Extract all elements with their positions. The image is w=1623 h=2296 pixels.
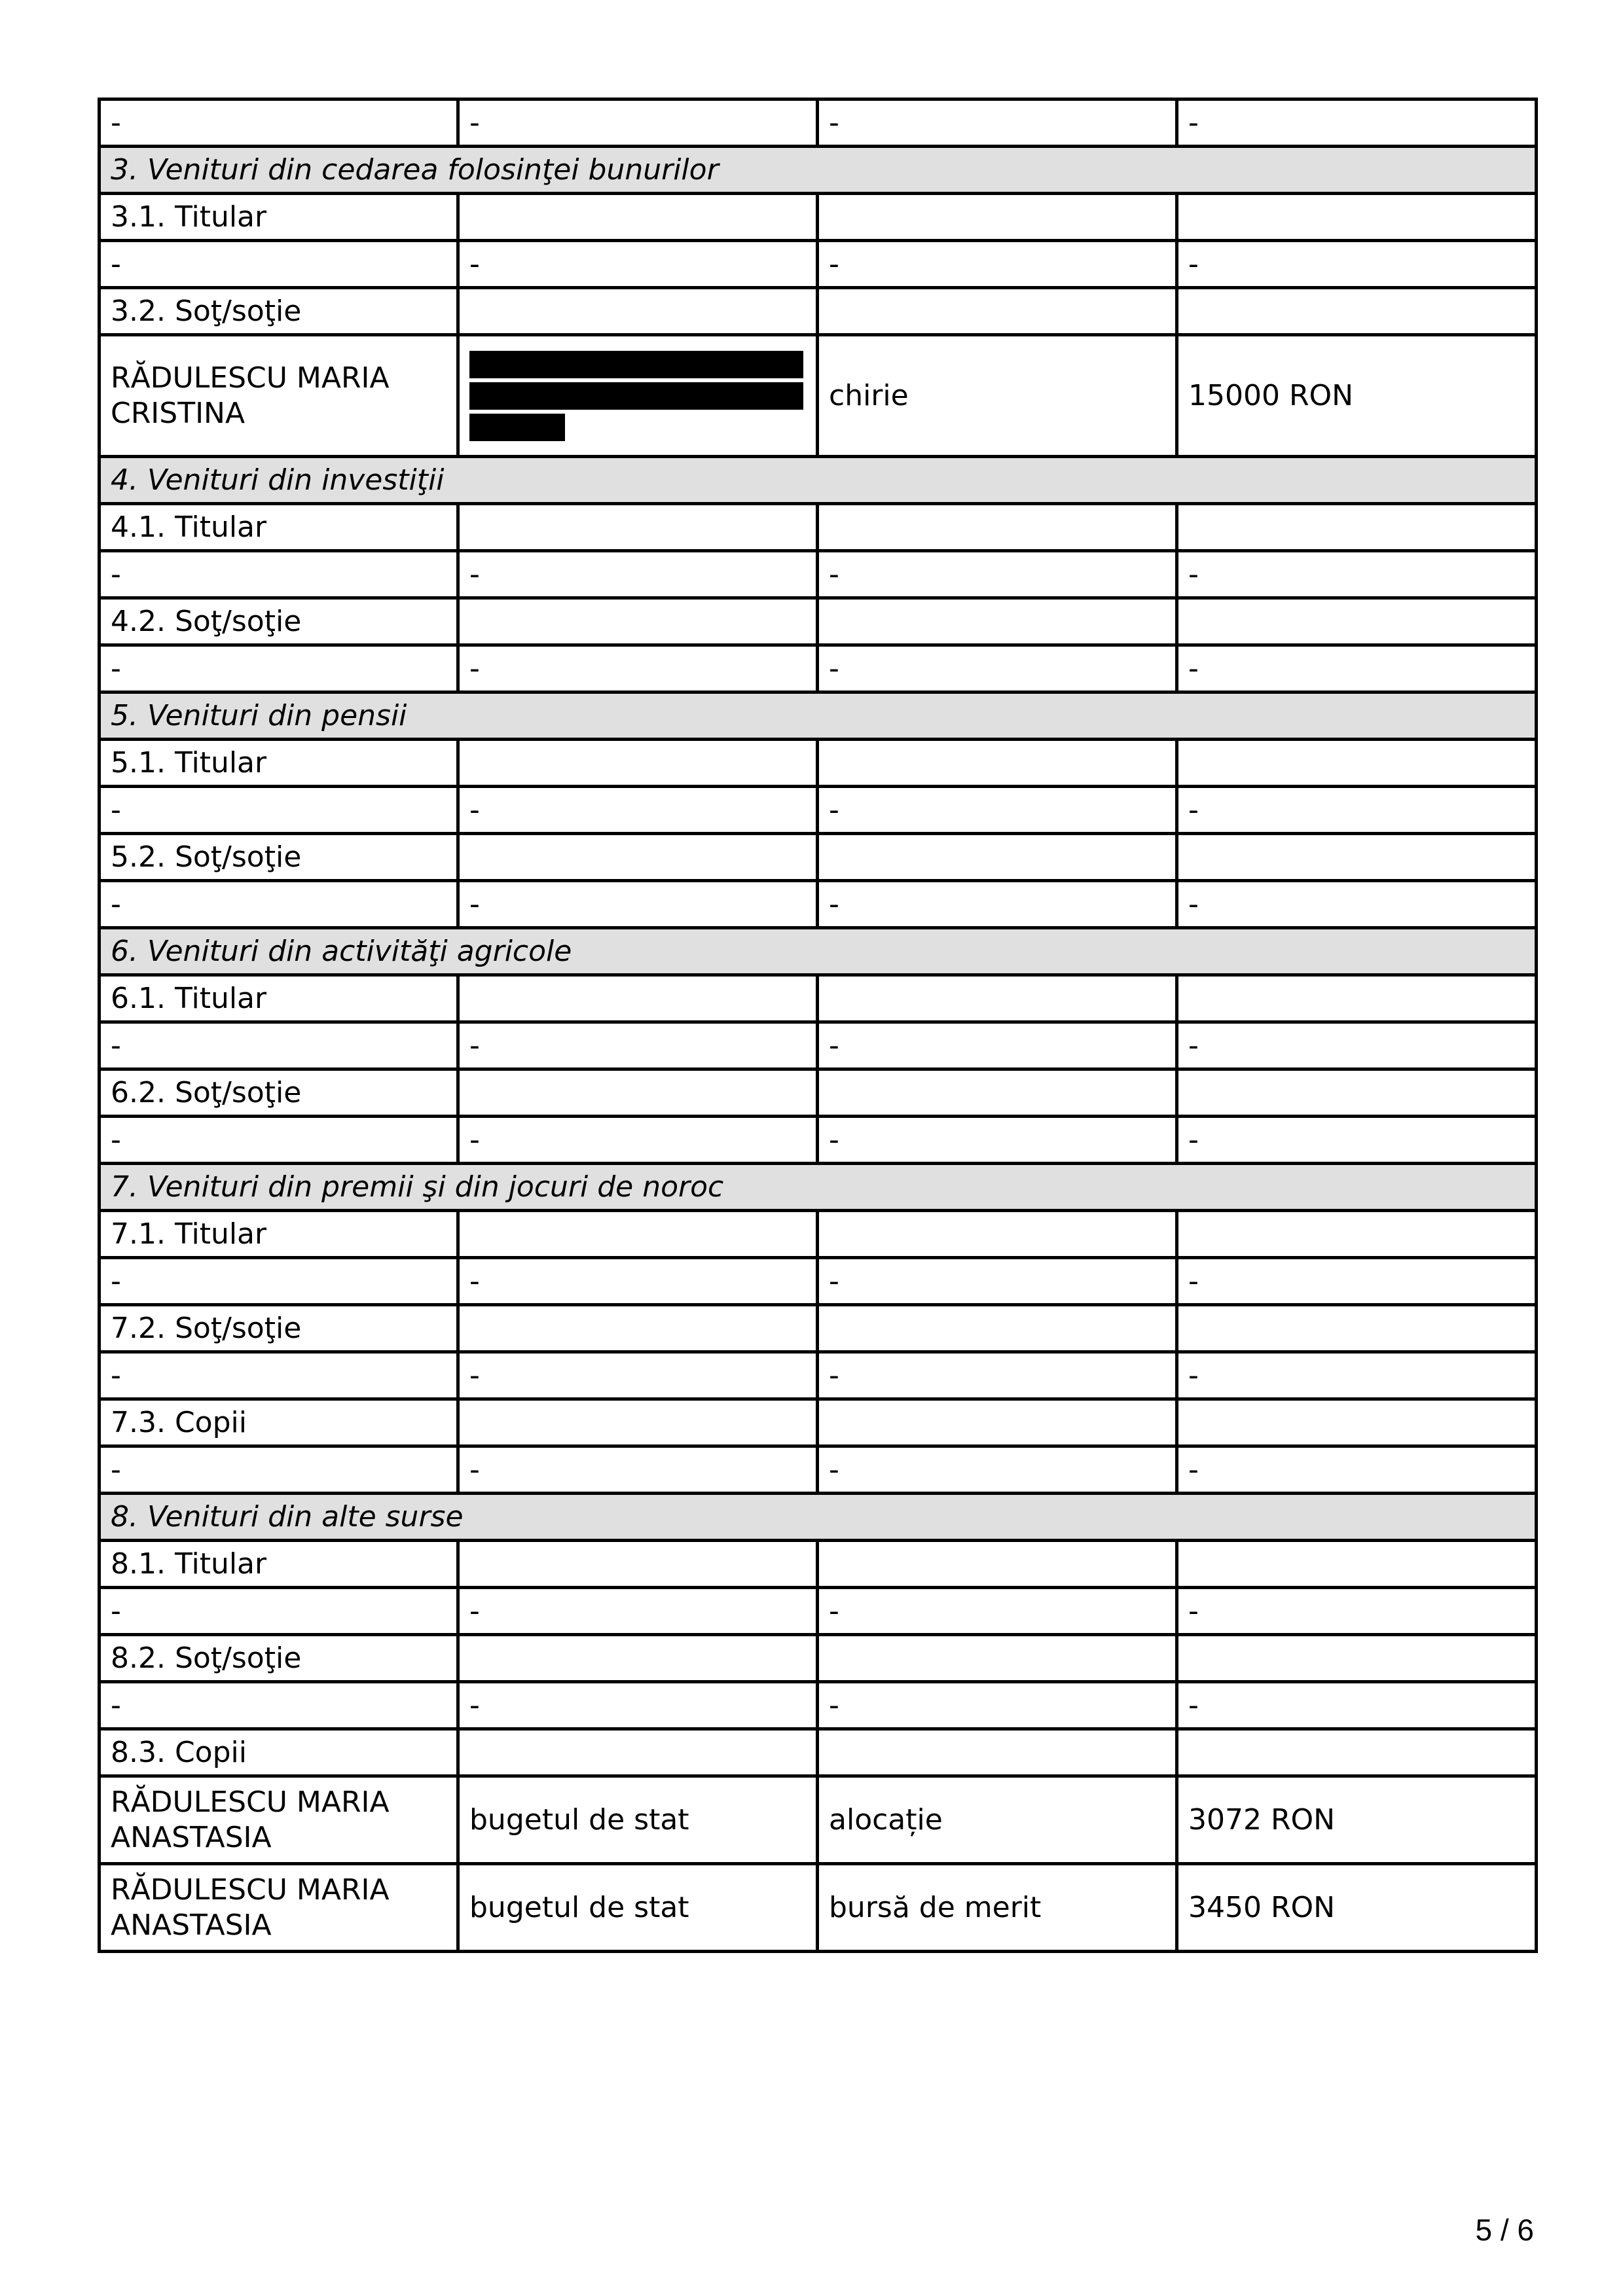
table-cell <box>458 1635 818 1682</box>
table-cell <box>818 504 1177 551</box>
table-row <box>100 1682 1537 1729</box>
table-cell <box>1177 1069 1537 1117</box>
table-cell: - <box>458 1352 818 1399</box>
table-cell: - <box>1177 1117 1537 1164</box>
table-cell <box>818 740 1177 787</box>
table-row <box>100 787 1537 834</box>
income-table-body <box>100 99 1537 1952</box>
table-cell: - <box>100 1446 458 1494</box>
table-cell: RĂDULESCU MARIA ANASTASIA <box>100 1776 458 1864</box>
table-cell: 8.1. Titular <box>100 1541 458 1588</box>
table-cell: 3.1. Titular <box>100 194 458 241</box>
table-cell <box>1177 194 1537 241</box>
table-row <box>100 99 1537 147</box>
table-cell: - <box>818 1258 1177 1305</box>
section-header-row <box>100 928 1537 975</box>
table-cell: - <box>818 1446 1177 1494</box>
table-cell <box>1177 1635 1537 1682</box>
table-cell: 7.1. Titular <box>100 1211 458 1258</box>
table-cell: - <box>1177 551 1537 598</box>
table-row <box>100 881 1537 928</box>
table-cell <box>1177 740 1537 787</box>
section-title: 8. Venituri din alte surse <box>100 1494 1537 1541</box>
table-cell: 8.2. Soţ/soţie <box>100 1635 458 1682</box>
table-cell: 4.2. Soţ/soţie <box>100 598 458 645</box>
table-row <box>100 1588 1537 1635</box>
table-cell <box>818 288 1177 335</box>
table-cell: - <box>1177 787 1537 834</box>
table-cell: - <box>100 1117 458 1164</box>
table-cell: - <box>100 1352 458 1399</box>
table-cell <box>818 1541 1177 1588</box>
table-cell <box>818 1069 1177 1117</box>
table-cell: chirie <box>818 335 1177 457</box>
table-cell <box>458 194 818 241</box>
section-header-row <box>100 1494 1537 1541</box>
table-cell: 15000 RON <box>1177 335 1537 457</box>
table-cell <box>818 194 1177 241</box>
table-row <box>100 1541 1537 1588</box>
table-row <box>100 1446 1537 1494</box>
table-cell <box>818 834 1177 881</box>
table-cell: 5.2. Soţ/soţie <box>100 834 458 881</box>
section-header-row <box>100 692 1537 740</box>
table-cell <box>1177 1399 1537 1446</box>
table-cell: 7.3. Copii <box>100 1399 458 1446</box>
table-cell <box>1177 834 1537 881</box>
table-cell: - <box>458 1258 818 1305</box>
table-cell: 3.2. Soţ/soţie <box>100 288 458 335</box>
table-cell: - <box>818 1682 1177 1729</box>
table-cell <box>818 598 1177 645</box>
table-cell: 7.2. Soţ/soţie <box>100 1305 458 1352</box>
table-row <box>100 1864 1537 1952</box>
table-cell: - <box>1177 881 1537 928</box>
redaction-bar <box>469 351 803 378</box>
table-cell: - <box>818 645 1177 692</box>
table-row <box>100 598 1537 645</box>
table-cell: RĂDULESCU MARIA ANASTASIA <box>100 1864 458 1952</box>
table-cell <box>818 1399 1177 1446</box>
table-cell: bursă de merit <box>818 1864 1177 1952</box>
table-cell <box>818 1211 1177 1258</box>
table-row <box>100 645 1537 692</box>
table-row <box>100 504 1537 551</box>
table-cell: - <box>458 645 818 692</box>
table-cell: 4.1. Titular <box>100 504 458 551</box>
table-cell <box>1177 598 1537 645</box>
table-cell: - <box>458 1682 818 1729</box>
table-cell: - <box>458 1022 818 1069</box>
table-cell <box>458 1541 818 1588</box>
table-cell <box>458 504 818 551</box>
table-cell: - <box>458 881 818 928</box>
redaction-bar <box>469 382 803 410</box>
table-cell: - <box>818 1117 1177 1164</box>
table-cell: 3072 RON <box>1177 1776 1537 1864</box>
table-cell: - <box>1177 1258 1537 1305</box>
table-cell: - <box>100 1682 458 1729</box>
table-row <box>100 1776 1537 1864</box>
table-cell: - <box>458 787 818 834</box>
table-cell: bugetul de stat <box>458 1864 818 1952</box>
table-cell: - <box>458 1117 818 1164</box>
page-number: 5 / 6 <box>1475 2213 1534 2247</box>
table-cell: - <box>100 881 458 928</box>
table-cell <box>818 975 1177 1022</box>
section-title: 5. Venituri din pensii <box>100 692 1537 740</box>
table-cell <box>458 1069 818 1117</box>
table-cell: - <box>1177 1022 1537 1069</box>
table-cell: - <box>818 551 1177 598</box>
table-cell: - <box>100 241 458 288</box>
table-cell <box>458 598 818 645</box>
redacted-cell <box>458 335 818 457</box>
table-cell: - <box>458 99 818 147</box>
table-cell <box>458 1211 818 1258</box>
table-cell: alocație <box>818 1776 1177 1864</box>
table-cell: 5.1. Titular <box>100 740 458 787</box>
table-cell <box>818 1635 1177 1682</box>
table-cell <box>458 1729 818 1776</box>
table-row <box>100 288 1537 335</box>
table-cell: - <box>1177 645 1537 692</box>
table-cell <box>818 1729 1177 1776</box>
table-cell <box>1177 1729 1537 1776</box>
table-cell: - <box>100 99 458 147</box>
table-cell: - <box>1177 1352 1537 1399</box>
table-cell <box>458 834 818 881</box>
table-row <box>100 551 1537 598</box>
table-row <box>100 241 1537 288</box>
table-cell <box>1177 1305 1537 1352</box>
table-cell: RĂDULESCU MARIA CRISTINA <box>100 335 458 457</box>
table-cell <box>458 740 818 787</box>
table-row <box>100 834 1537 881</box>
table-cell <box>458 1305 818 1352</box>
table-cell: - <box>818 1588 1177 1635</box>
table-row <box>100 1635 1537 1682</box>
section-header-row <box>100 147 1537 194</box>
table-cell: - <box>818 1352 1177 1399</box>
redaction-bar <box>469 414 565 441</box>
table-cell: - <box>1177 1588 1537 1635</box>
table-row <box>100 194 1537 241</box>
table-cell <box>1177 288 1537 335</box>
table-cell: - <box>458 1588 818 1635</box>
table-cell: - <box>818 881 1177 928</box>
table-row <box>100 1211 1537 1258</box>
table-cell: 3450 RON <box>1177 1864 1537 1952</box>
table-row <box>100 740 1537 787</box>
table-cell <box>458 975 818 1022</box>
section-header-row <box>100 1164 1537 1211</box>
table-cell: - <box>100 1258 458 1305</box>
table-row <box>100 335 1537 457</box>
table-cell: - <box>100 645 458 692</box>
table-cell: 6.2. Soţ/soţie <box>100 1069 458 1117</box>
table-cell: - <box>818 1022 1177 1069</box>
table-cell: - <box>100 551 458 598</box>
section-title: 4. Venituri din investiţii <box>100 457 1537 504</box>
table-row <box>100 975 1537 1022</box>
section-title: 6. Venituri din activităţi agricole <box>100 928 1537 975</box>
table-row <box>100 1069 1537 1117</box>
table-cell: - <box>100 1588 458 1635</box>
table-cell: bugetul de stat <box>458 1776 818 1864</box>
table-cell: - <box>100 1022 458 1069</box>
table-row <box>100 1258 1537 1305</box>
table-cell: - <box>458 241 818 288</box>
table-cell <box>1177 1541 1537 1588</box>
table-row <box>100 1399 1537 1446</box>
income-table <box>98 98 1538 1953</box>
section-header-row <box>100 457 1537 504</box>
table-cell: - <box>458 551 818 598</box>
table-cell: - <box>1177 99 1537 147</box>
table-cell <box>1177 504 1537 551</box>
table-cell: - <box>1177 1446 1537 1494</box>
table-cell <box>458 1399 818 1446</box>
table-cell <box>1177 1211 1537 1258</box>
table-cell: 6.1. Titular <box>100 975 458 1022</box>
table-row <box>100 1305 1537 1352</box>
table-cell <box>458 288 818 335</box>
table-cell <box>818 1305 1177 1352</box>
table-cell: - <box>100 787 458 834</box>
table-cell: - <box>818 99 1177 147</box>
table-cell <box>1177 975 1537 1022</box>
table-row <box>100 1352 1537 1399</box>
table-cell: - <box>458 1446 818 1494</box>
section-title: 7. Venituri din premii şi din jocuri de noroc <box>100 1164 1537 1211</box>
table-row <box>100 1022 1537 1069</box>
table-cell: - <box>1177 1682 1537 1729</box>
table-cell: - <box>818 241 1177 288</box>
table-cell: 8.3. Copii <box>100 1729 458 1776</box>
table-row <box>100 1729 1537 1776</box>
table-cell: - <box>818 787 1177 834</box>
section-title: 3. Venituri din cedarea folosinţei bunurilor <box>100 147 1537 194</box>
table-row <box>100 1117 1537 1164</box>
table-cell: - <box>1177 241 1537 288</box>
